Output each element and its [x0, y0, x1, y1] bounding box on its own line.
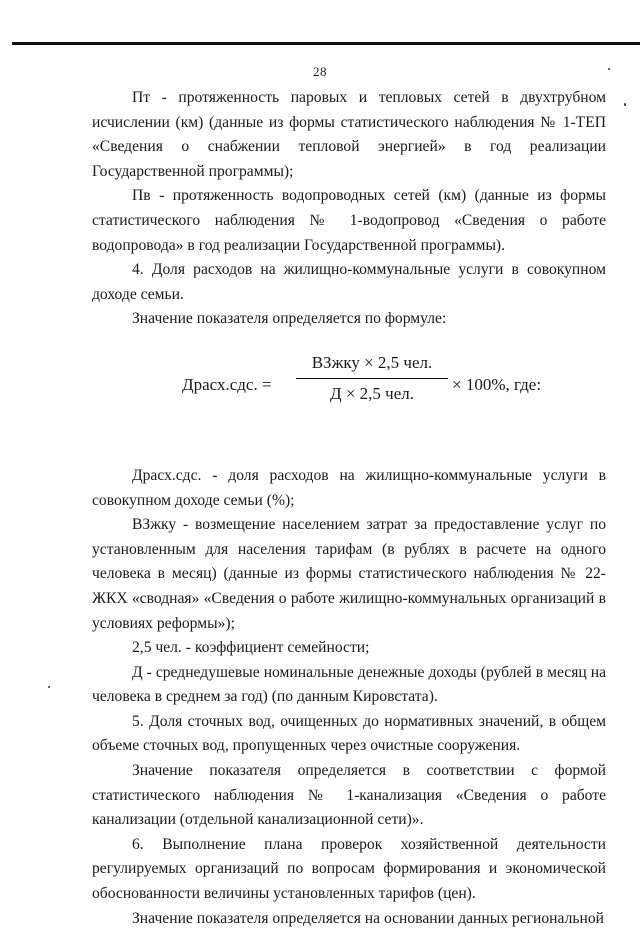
- header-rule: [12, 42, 640, 45]
- paragraph-drash-definition: Драсх.сдс. - доля расходов на жилищно-коммунальные услуги в совокупном доходе семьи (%);: [92, 466, 606, 509]
- document-body: [92, 86, 606, 931]
- paragraph-indicator-5-title: 5. Доля сточных вод, очищенных до нормативных значений, в общем объеме сточных вод, пропущенных через очистные сооружения.: [92, 712, 606, 755]
- formula-denominator: Д × 2,5 чел.: [329, 383, 414, 403]
- formula-rhs: × 100%, где:: [452, 374, 542, 394]
- paragraph-pt-definition: Пт - протяженность паровых и тепловых сетей в двухтрубном исчислении (км) (данные из формы статистического наблюдения № 1-ТЕП «Сведения о снабжении тепловой энергией» в год реализации Государственной программы);: [92, 89, 606, 180]
- paragraph-indicator-5-value: Значение показателя определяется в соответствии с формой статистического наблюдения № 1-канализация «Сведения о работе канализации (отдельной канализационной сети)».: [92, 762, 606, 829]
- formula-fraction: [296, 352, 448, 405]
- fraction-bar: [296, 378, 448, 379]
- paragraph-pv-definition: Пв - протяженность водопроводных сетей (км) (данные из формы статистического наблюдения № 1-водопровод «Сведения о работе водопровода» в год реализации Государственной программы).: [92, 187, 606, 254]
- paragraph-vzhku-definition: ВЗжку - возмещение населением затрат за предоставление услуг по установленным для населения тарифам (в рублях в расчете на одного человека в месяц) (данные из формы статистического наблюдения № 22-ЖКХ «сводная» «Сведения о работе жилищно-коммунальных организаций в условиях реформы»);: [92, 516, 606, 632]
- paragraph-indicator-6-value: Значение показателя определяется на основании данных региональной: [132, 909, 604, 927]
- paragraph-formula-intro: Значение показателя определяется по формуле:: [132, 310, 447, 328]
- formula-numerator: ВЗжку × 2,5 чел.: [311, 352, 433, 372]
- formula: [92, 338, 606, 434]
- paragraph-indicator-4-title: 4. Доля расходов на жилищно-коммунальные услуги в совокупном доходе семьи.: [92, 261, 606, 303]
- scan-speck: [608, 68, 610, 70]
- formula-lhs: Драсх.сдс. =: [182, 374, 272, 394]
- scan-speck: [48, 686, 50, 688]
- paragraph-d-definition: Д - среднедушевые номинальные денежные доходы (рублей в месяц на человека в среднем за год) (по данным Кировстата).: [92, 663, 606, 706]
- page-number: 28: [313, 64, 327, 79]
- paragraph-indicator-6-title: 6. Выполнение плана проверок хозяйственной деятельности регулируемых организаций по вопросам формирования и экономической обоснованности величины установленных тарифов (цен).: [92, 835, 606, 903]
- scan-speck: [624, 103, 626, 106]
- paragraph-family-coefficient: 2,5 чел. - коэффициент семейности;: [132, 639, 370, 657]
